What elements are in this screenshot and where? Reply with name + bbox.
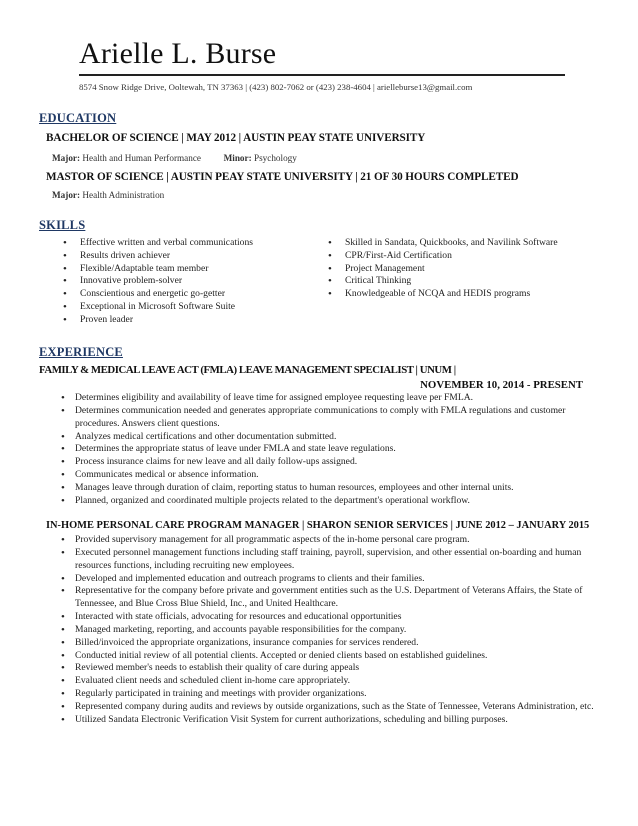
duty-item: • Manages leave through duration of claim, reporting status to human resources, employees and other internal units.	[61, 482, 601, 495]
duty-item: • Provided supervisory management for all programmatic aspects of the in-home personal care program.	[61, 534, 601, 547]
bachelor-major-minor	[52, 153, 297, 163]
duty-item: • Managed marketing, reporting, and accounts payable responsibilities for the company.	[61, 624, 601, 637]
contact-line: 8574 Snow Ridge Drive, Ooltewah, TN 37363 | (423) 802-7062 or (423) 238-4604 | arielleburse13@gmail.com	[79, 82, 473, 92]
job2-duties	[61, 534, 601, 727]
skills-list-right	[328, 237, 563, 301]
duty-item: • Utilized Sandata Electronic Verification Visit System for current authorizations, scheduling and billing purposes.	[61, 714, 601, 727]
skill-item: • Knowledgeable of NCQA and HEDIS programs	[328, 288, 563, 301]
skill-item: • Effective written and verbal communications	[63, 237, 303, 250]
bachelor-major: Health and Human Performance	[82, 153, 201, 163]
duty-item: • Planned, organized and coordinated multiple projects related to the department's operational workflow.	[61, 495, 601, 508]
major-label: Major:	[52, 153, 81, 163]
header-divider	[79, 74, 565, 76]
skill-item: • Flexible/Adaptable team member	[63, 263, 303, 276]
job1-title: FAMILY & MEDICAL LEAVE ACT (FMLA) LEAVE MANAGEMENT SPECIALIST | UNUM |	[39, 364, 456, 376]
duty-item: • Process insurance claims for new leave and all daily follow-ups assigned.	[61, 456, 601, 469]
duty-item: • Billed/invoiced the appropriate organizations, insurance companies for services rendered.	[61, 637, 601, 650]
duty-item: • Executed personnel management functions including staff training, payroll, supervision, and other essential on-boarding and human resources functions, including recruiting new employees.	[61, 547, 601, 573]
duty-item: • Representative for the company before private and government entities such as the U.S. Department of Veterans Affairs, the State of Tennessee, and Blue Cross Blue Shield, Inc., and United Healthcare.	[61, 585, 601, 611]
master-major	[52, 190, 164, 200]
duty-item: • Represented company during audits and reviews by outside organizations, such as the State of Tennessee, Veterans Administration, etc.	[61, 701, 601, 714]
duty-item: • Conducted initial review of all potential clients. Accepted or denied clients based on established guidelines.	[61, 650, 601, 663]
duty-item: • Developed and implemented education and outreach programs to clients and their families.	[61, 573, 601, 586]
job1-duties	[61, 392, 601, 508]
skill-item: • Exceptional in Microsoft Software Suite	[63, 301, 303, 314]
duty-item: • Regularly participated in training and meetings with provider organizations.	[61, 688, 601, 701]
skill-item: • Critical Thinking	[328, 275, 563, 288]
duty-item: • Determines the appropriate status of leave under FMLA and state leave regulations.	[61, 443, 601, 456]
skill-item: • Project Management	[328, 263, 563, 276]
skills-list-left	[63, 237, 303, 327]
job1-dates: NOVEMBER 10, 2014 - PRESENT	[420, 379, 583, 391]
duty-item: • Determines communication needed and generates appropriate communications to comply with FMLA regulations and customer procedures. Answers client questions.	[61, 405, 601, 431]
bachelor-minor: Psychology	[253, 153, 297, 163]
duty-item: • Evaluated client needs and scheduled client in-home care appropriately.	[61, 675, 601, 688]
skills-heading: SKILLS	[39, 218, 86, 232]
duty-item: • Interacted with state officials, advocating for resources and educational opportunities	[61, 611, 601, 624]
experience-heading: EXPERIENCE	[39, 345, 123, 359]
skill-item: • Innovative problem-solver	[63, 275, 303, 288]
skill-item: • CPR/First-Aid Certification	[328, 250, 563, 263]
master-major-value: Health Administration	[82, 190, 165, 200]
job2-title: IN-HOME PERSONAL CARE PROGRAM MANAGER | SHARON SENIOR SERVICES | JUNE 2012 – JANUARY 2015	[46, 520, 590, 531]
duty-item: • Reviewed member's needs to establish their quality of care during appeals	[61, 662, 601, 675]
skill-item: • Results driven achiever	[63, 250, 303, 263]
skill-item: • Conscientious and energetic go-getter	[63, 288, 303, 301]
duty-item: • Communicates medical or absence information.	[61, 469, 601, 482]
degree-master: MASTOR OF SCIENCE | AUSTIN PEAY STATE UNIVERSITY | 21 OF 30 HOURS COMPLETED	[46, 171, 519, 183]
degree-bachelor: BACHELOR OF SCIENCE | MAY 2012 | AUSTIN PEAY STATE UNIVERSITY	[46, 132, 426, 144]
skill-item: • Proven leader	[63, 314, 303, 327]
applicant-name: Arielle L. Burse	[79, 37, 277, 70]
duty-item: • Analyzes medical certifications and other documentation submitted.	[61, 431, 601, 444]
minor-label: Minor:	[223, 153, 252, 163]
education-heading: EDUCATION	[39, 111, 117, 125]
skill-item: • Skilled in Sandata, Quickbooks, and Navilink Software	[328, 237, 563, 250]
duty-item: • Determines eligibility and availability of leave time for assigned employee requesting leave per FMLA.	[61, 392, 601, 405]
major-label-2: Major:	[52, 190, 81, 200]
